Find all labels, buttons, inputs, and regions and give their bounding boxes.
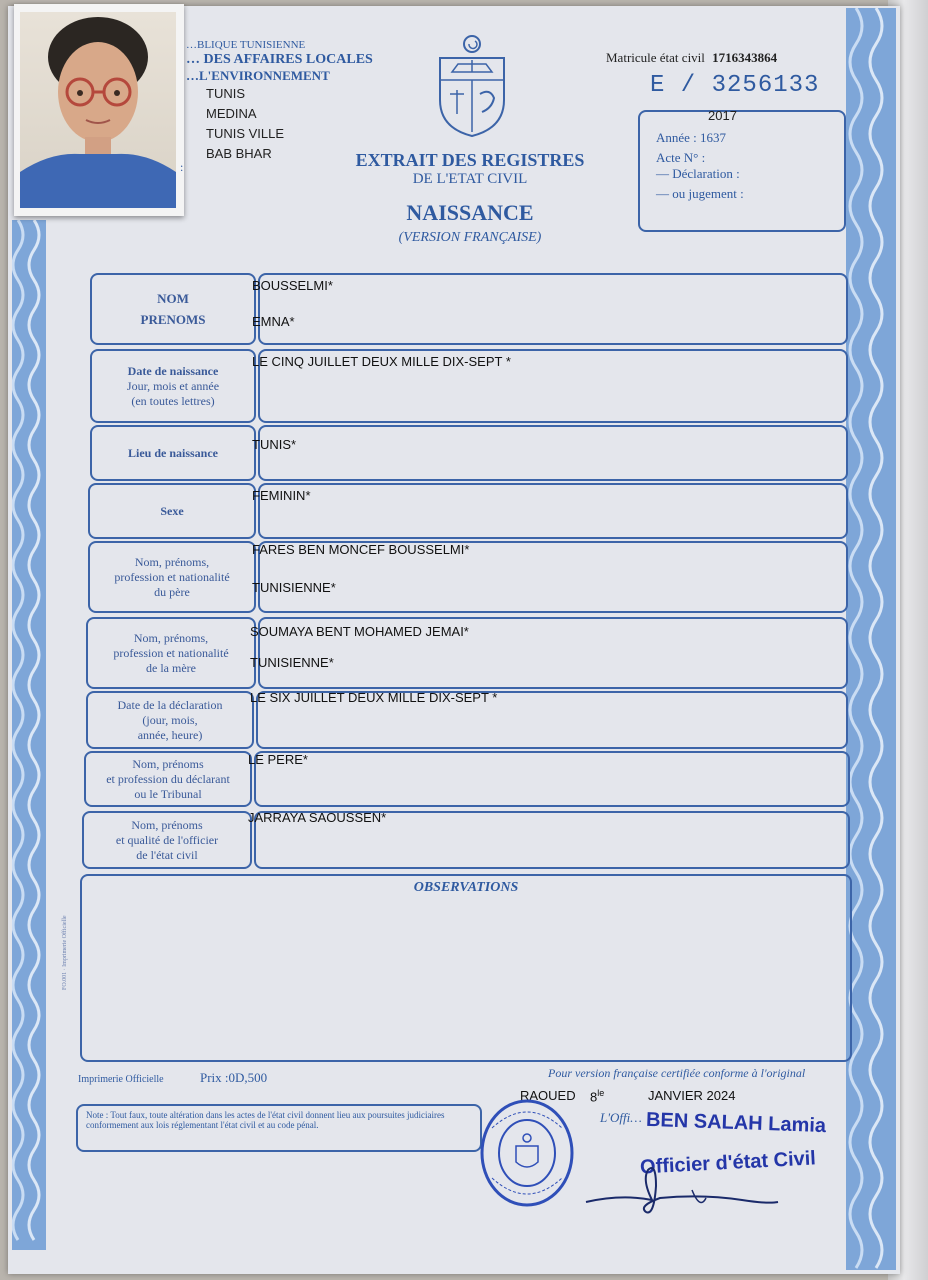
declarant-field: [254, 751, 850, 807]
lieu-naissance-value: TUNIS*: [252, 437, 297, 452]
mere-label: [86, 617, 256, 689]
mere-label-line2: profession et nationalité: [113, 645, 229, 660]
mere-nationalite-value: TUNISIENNE*: [250, 655, 334, 670]
republic-line: …BLIQUE TUNISIENNE: [186, 39, 306, 51]
sexe-field: [258, 483, 848, 539]
declarant-label-line3: ou le Tribunal: [134, 786, 202, 801]
declaration-label: — Déclaration :: [656, 166, 740, 181]
imprimerie-label: Imprimerie Officielle: [78, 1074, 164, 1085]
municipal-seal-stamp: [478, 1098, 576, 1208]
date-naissance-label: [90, 349, 256, 423]
date-naissance-value: LE CINQ JUILLET DEUX MILLE DIX-SEPT *: [252, 354, 511, 369]
certificate-type: NAISSANCE: [406, 200, 534, 225]
mere-label-line3: de la mère: [146, 660, 196, 675]
issue-day-number: 8: [590, 1089, 598, 1105]
issue-day-suffix: le: [597, 1088, 605, 1098]
side-print-reference: FO.001 · Imprimerie Officielle: [62, 915, 68, 990]
nom-label: NOM: [157, 291, 189, 306]
tunisia-coat-of-arms-icon: [434, 34, 510, 138]
mere-name-value: SOUMAYA BENT MOHAMED JEMAI*: [250, 624, 469, 639]
conformity-statement: Pour version française certifiée conforme à l'original: [548, 1066, 806, 1080]
officer-name-stamp: BEN SALAH Lamia: [645, 1108, 827, 1138]
declarant-label: [84, 751, 252, 807]
matricule-line: [606, 50, 777, 66]
right-decorative-border: [846, 8, 896, 1270]
sexe-label: [88, 483, 256, 539]
declarant-value: LE PERE*: [248, 752, 308, 767]
matricule-value: 1716343864: [712, 50, 778, 65]
issue-day: [590, 1088, 604, 1104]
registration-year: 2017: [708, 108, 737, 123]
officier-label-line1: Nom, prénoms: [131, 817, 203, 832]
ministry-line-2: …L'ENVIRONNEMENT: [186, 68, 330, 83]
prenoms-value: EMNA*: [252, 314, 295, 329]
commune-value: TUNIS VILLE: [206, 126, 285, 141]
left-decorative-border: [12, 220, 46, 1250]
date-declaration-label-line3: année, heure): [137, 727, 203, 742]
date-declaration-label: [86, 691, 254, 749]
pere-label-line3: du père: [154, 584, 190, 599]
pere-nationalite-value: TUNISIENNE*: [252, 580, 336, 595]
pere-label: [88, 541, 256, 613]
sexe-label-text: Sexe: [160, 503, 184, 518]
version-label: (VERSION FRANÇAISE): [398, 230, 542, 245]
price-label: Prix :0D,500: [200, 1070, 268, 1085]
observations-box: [80, 874, 852, 1062]
registration-box: [638, 110, 846, 232]
prenoms-label: PRENOMS: [140, 312, 206, 327]
declarant-label-line2: et profession du déclarant: [106, 771, 230, 786]
matricule-label: Matricule état civil: [606, 50, 705, 65]
serial-number: E / 3256133: [650, 72, 820, 99]
arrondissement-colon: :: [180, 160, 184, 174]
child-portrait-image: [20, 12, 176, 208]
mere-label-line1: Nom, prénoms,: [133, 630, 209, 645]
legal-note: Note : Tout faux, toute altération dans les actes de l'état civil donnent lieu aux poursuites judiciaires conformement aux lois réglementant l'état civil et au code pénal.: [76, 1104, 482, 1152]
lieu-naissance-label: [90, 425, 256, 481]
officer-role-stamp: Officier d'état Civil: [639, 1147, 817, 1179]
date-declaration-label-line1: Date de la déclaration: [117, 697, 223, 712]
annee-label: Année : 1637: [656, 130, 727, 145]
date-declaration-value: LE SIX JUILLET DEUX MILLE DIX-SEPT *: [250, 690, 498, 705]
jugement-label: — ou jugement :: [656, 186, 744, 201]
officier-label-line3: de l'état civil: [136, 847, 198, 862]
pere-label-line1: Nom, prénoms,: [134, 554, 210, 569]
lieu-naissance-label-text: Lieu de naissance: [127, 445, 218, 460]
lieu-naissance-field: [258, 425, 848, 481]
observations-title: OBSERVATIONS: [413, 880, 519, 895]
issue-month-year: JANVIER 2024: [648, 1088, 736, 1103]
nom-value: BOUSSELMI*: [252, 278, 333, 293]
issue-place: RAOUED: [520, 1088, 576, 1103]
acte-label: Acte N° :: [656, 150, 706, 165]
issuing-authority-block: [186, 38, 373, 164]
delegation-value: MEDINA: [206, 106, 257, 121]
document-title: EXTRAIT DES REGISTRES: [355, 150, 585, 170]
gouvernorat-value: TUNIS: [206, 86, 245, 101]
id-photo: [14, 4, 184, 216]
sexe-value: FEMININ*: [252, 488, 311, 503]
nom-prenoms-field: [258, 273, 848, 345]
date-naissance-label-line1: Date de naissance: [127, 363, 219, 378]
pere-label-line2: profession et nationalité: [114, 569, 230, 584]
officer-caption: L'Offi…: [600, 1110, 642, 1125]
handwritten-signature: [582, 1150, 782, 1230]
date-declaration-label-line2: (jour, mois,: [142, 712, 198, 727]
date-naissance-label-line2: Jour, mois et année: [126, 378, 220, 393]
document-subtitle: DE L'ETAT CIVIL: [412, 171, 528, 187]
date-naissance-label-line3: (en toutes lettres): [131, 393, 215, 408]
pere-name-value: FARES BEN MONCEF BOUSSELMI*: [252, 542, 470, 557]
officier-label-line2: et qualité de l'officier: [115, 832, 219, 847]
nom-prenoms-label: [90, 273, 256, 345]
ministry-line-1: … DES AFFAIRES LOCALES: [186, 52, 373, 67]
officier-label: [82, 811, 252, 869]
arrondissement-value: BAB BHAR: [206, 146, 272, 161]
officier-value: JARRAYA SAOUSSEN*: [248, 810, 387, 825]
declarant-label-line1: Nom, prénoms: [132, 756, 204, 771]
